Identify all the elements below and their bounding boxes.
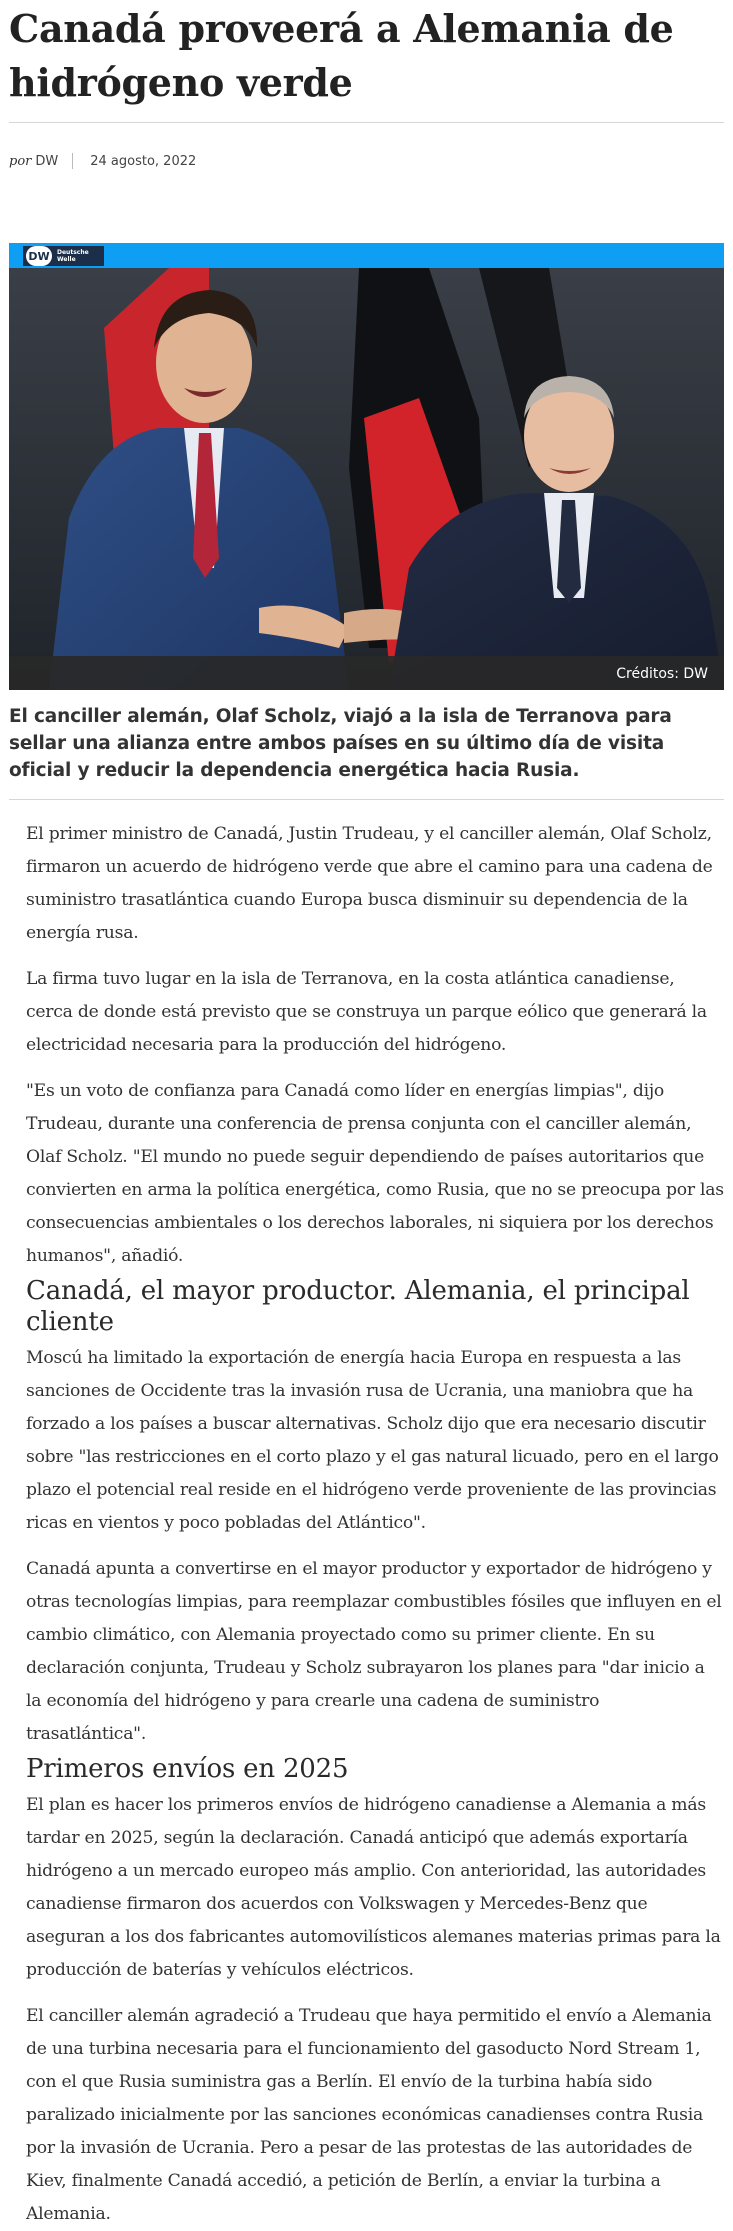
dw-logo-text bbox=[57, 249, 89, 263]
lead-divider bbox=[9, 799, 724, 800]
photo-icon bbox=[9, 268, 724, 690]
byline bbox=[9, 152, 724, 170]
paragraph: El canciller alemán agradeció a Trudeau que haya permitido el envío a Alemania de una turbina necesaria para el funcionamiento del gasoducto Nord Stream 1, con el que Rusia suministra gas a Berlín. El envío de la turbina había sido paralizado inicialmente por las sanciones económicas canadienses contra Rusia por la invasión de Ucrania. Pero a pesar de las protestas de las autoridades de Kiev, finalmente Canadá accedió, a petición de Berlín, a enviar la turbina a Alemania. bbox=[26, 2006, 712, 2224]
paragraph: Moscú ha limitado la exportación de energía hacia Europa en respuesta a las sanciones de Occidente tras la invasión rusa de Ucrania, una maniobra que ha forzado a los países a buscar alternativas. Scholz dijo que era necesario discutir sobre "las restricciones en el corto plazo y el gas natural licuado, pero en el largo plazo el potencial real reside en el hidrógeno verde proveniente de las provincias ricas en vientos y poco pobladas del Atlántico". bbox=[26, 1348, 719, 1533]
section-heading: Primeros envíos en 2025 bbox=[26, 1754, 349, 1784]
author-link[interactable]: DW bbox=[35, 153, 59, 169]
dw-logo bbox=[23, 246, 104, 266]
paragraph: Canadá apunta a convertirse en el mayor productor y exportador de hidrógeno y otras tecnologías limpias, para reemplazar combustibles fósiles que influyen en el cambio climático, con Alemania proyectado como su primer cliente. En su declaración conjunta, Trudeau y Scholz subrayaron los planes para "dar inicio a la economía del hidrógeno y para crearle una cadena de suministro trasatlántica". bbox=[26, 1559, 722, 1744]
dw-header-bar bbox=[9, 243, 724, 268]
image-credit: Créditos: DW bbox=[616, 666, 708, 682]
article bbox=[9, 0, 724, 2231]
dw-logo-mark: DW bbox=[26, 246, 52, 266]
byline-separator bbox=[72, 153, 73, 169]
paragraph: El primer ministro de Canadá, Justin Trudeau, y el canciller alemán, Olaf Scholz, firmaron un acuerdo de hidrógeno verde que abre el camino para una cadena de suministro trasatlántica cuando Europa busca disminuir su dependencia de la energía rusa. bbox=[26, 824, 713, 943]
dw-logo-text-line1: Deutsche bbox=[57, 249, 89, 256]
article-lead: El canciller alemán, Olaf Scholz, viajó a la isla de Terranova para sellar una alianza entre ambos países en su último día de visita oficial y reducir la dependencia energética hacia Rusia. bbox=[9, 706, 672, 781]
byline-prefix: por bbox=[9, 153, 32, 169]
article-body bbox=[9, 818, 724, 2231]
paragraph: El plan es hacer los primeros envíos de hidrógeno canadiense a Alemania a más tardar en 2025, según la declaración. Canadá anticipó que además exportaría hidrógeno a un mercado europeo más amplio. Con anterioridad, las autoridades canadiense firmaron dos acuerdos con Volkswagen y Mercedes-Benz que aseguran a los dos fabricantes automovilísticos alemanes materias primas para la producción de baterías y vehículos eléctricos. bbox=[26, 1795, 721, 1980]
article-title: Canadá proveerá a Alemania de hidrógeno verde bbox=[9, 6, 674, 105]
dw-logo-text-line2: Welle bbox=[57, 256, 76, 263]
paragraph: "Es un voto de confianza para Canadá como líder en energías limpias", dijo Trudeau, durante una conferencia de prensa conjunta con el canciller alemán, Olaf Scholz. "El mundo no puede seguir dependiendo de países autoritarios que convierten en arma la política energética, como Rusia, que no se preocupa por las consecuencias ambientales o los derechos laborales, ni siquiera por los derechos humanos", añadió. bbox=[26, 1081, 724, 1266]
title-divider bbox=[9, 122, 724, 123]
section-heading: Canadá, el mayor productor. Alemania, el principal cliente bbox=[26, 1276, 690, 1337]
paragraph: La firma tuvo lugar en la isla de Terranova, en la costa atlántica canadiense, cerca de donde está previsto que se construya un parque eólico que generará la electricidad necesaria para la producción del hidrógeno. bbox=[26, 969, 707, 1055]
publish-date: 24 agosto, 2022 bbox=[90, 153, 197, 169]
featured-image bbox=[9, 243, 724, 690]
